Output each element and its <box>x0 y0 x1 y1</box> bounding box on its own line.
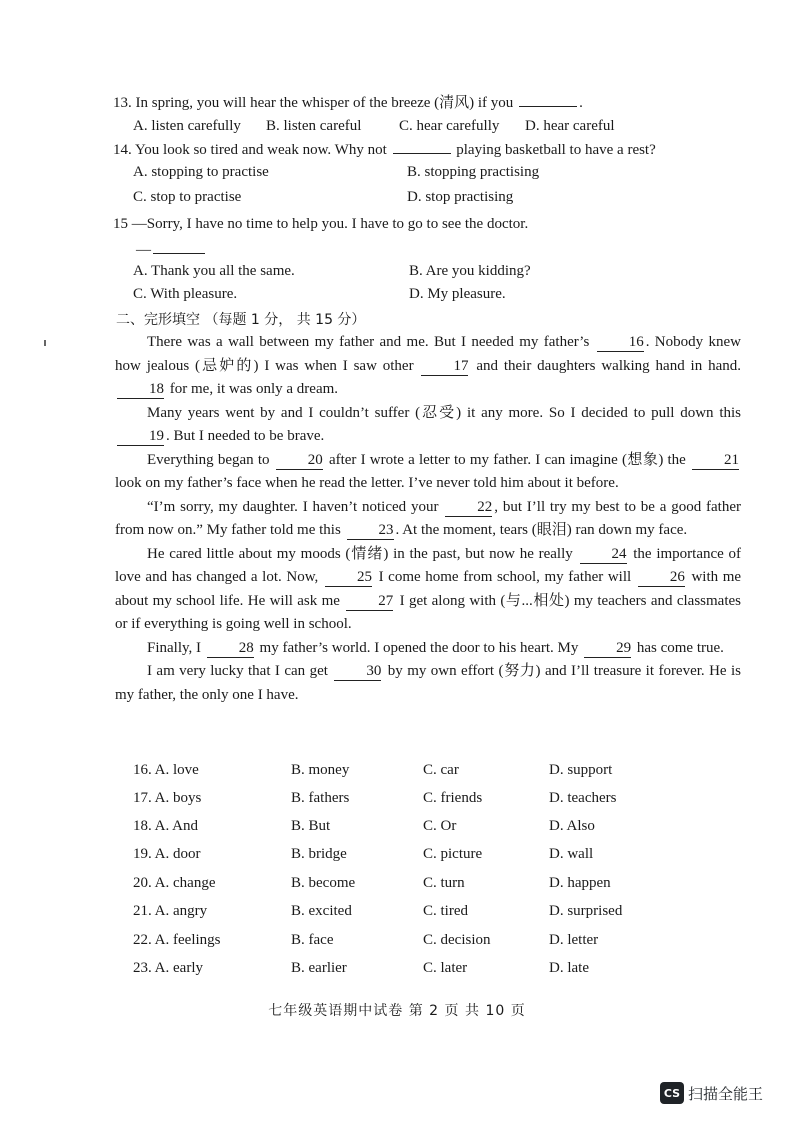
blank-22: 22 <box>445 498 492 517</box>
blank-25: 25 <box>325 568 372 587</box>
choice-row-17 <box>133 790 693 812</box>
passage-paragraph: There was a wall between my father and me. But I needed my father’s 16 . Nobody knew how jealous (忌妒的) I was when I saw other 17 and their daughters walking hand in hand. 18 for me, it was only a dream. <box>115 334 742 397</box>
blank-18: 18 <box>117 380 164 399</box>
choice-b: B. excited <box>291 903 352 919</box>
passage-paragraph: Finally, I 28 my father’s world. I opened the door to his heart. My 29 has come true. <box>147 639 724 656</box>
blank-19: 19 <box>117 427 164 446</box>
choice-d: D. late <box>549 960 589 976</box>
option-d: D. hear careful <box>525 118 615 134</box>
question-15-options-row2 <box>133 286 693 308</box>
choice-row-19 <box>133 846 693 868</box>
blank-17: 17 <box>421 357 468 376</box>
choice-b: B. earlier <box>291 960 347 976</box>
choice-row-20 <box>133 875 693 897</box>
choice-d: D. Also <box>549 818 595 834</box>
choice-c: C. car <box>423 762 459 778</box>
choice-b: B. fathers <box>291 790 350 806</box>
choice-d: D. teachers <box>549 790 617 806</box>
blank-30: 30 <box>334 662 381 681</box>
passage-paragraph: “I’m sorry, my daughter. I haven’t noticed your 22 , but I’ll try my best to be a good father from now on.” My father told me this 23 . At the moment, tears (眼泪) ran down my face. <box>115 498 742 538</box>
option-a: A. listen carefully <box>133 118 241 134</box>
answer-blank <box>519 106 577 107</box>
camscanner-icon: CS <box>660 1082 684 1104</box>
page-footer: 七年级英语期中试卷 第 2 页 共 10 页 <box>268 1003 526 1019</box>
blank-23: 23 <box>347 521 394 540</box>
choice-a: 23. A. early <box>133 960 203 976</box>
choice-c: C. later <box>423 960 468 976</box>
choice-row-21 <box>133 903 693 925</box>
choice-c: C. tired <box>423 903 468 919</box>
option-b: B. listen careful <box>266 118 362 134</box>
passage-paragraph: Everything began to 20 after I wrote a letter to my father. I can imagine (想象) the 21 look on my father’s face when he read the letter. I’ve never told him about it before. <box>115 451 740 491</box>
question-15-stem: 15 —Sorry, I have no time to help you. I have to go to see the doctor. <box>113 216 529 232</box>
choice-b: B. bridge <box>291 846 347 862</box>
choice-row-22 <box>133 932 693 954</box>
choice-d: D. support <box>549 762 613 778</box>
choice-d: D. happen <box>549 875 611 891</box>
blank-29: 29 <box>584 639 631 658</box>
choice-c: C. picture <box>423 846 483 862</box>
option-b: B. stopping practising <box>407 164 540 180</box>
choice-a: 16. A. love <box>133 762 199 778</box>
question-15-response: — <box>136 240 207 260</box>
choice-a: 21. A. angry <box>133 903 208 919</box>
question-14-stem: 14. You look so tired and weak now. Why not playing basketball to have a rest? <box>113 142 656 158</box>
choice-a: 20. A. change <box>133 875 216 891</box>
option-c: C. stop to practise <box>133 189 242 205</box>
option-a: A. stopping to practise <box>133 164 269 180</box>
choice-c: C. Or <box>423 818 457 834</box>
question-13-options <box>133 118 693 140</box>
passage-paragraph: He cared little about my moods (情绪) in the past, but now he really 24 the importance of love and has changed a lot. Now, 25 I come home from school, my father will 26 with me about my school life. He will ask me 27 I get along with (与...相处) my teachers and classmates or if everything is going well in school. <box>115 545 742 632</box>
answer-blank <box>153 253 205 254</box>
blank-16: 16 <box>597 333 644 352</box>
choice-d: D. wall <box>549 846 594 862</box>
option-c: C. With pleasure. <box>133 286 238 302</box>
choice-c: C. turn <box>423 875 465 891</box>
choice-row-16 <box>133 762 693 784</box>
question-13-stem: 13. In spring, you will hear the whisper of the breeze (清风) if you . <box>113 95 583 111</box>
choice-a: 17. A. boys <box>133 790 202 806</box>
choice-c: C. decision <box>423 932 491 948</box>
choice-d: D. surprised <box>549 903 623 919</box>
option-c: C. hear carefully <box>399 118 500 134</box>
question-15-options-row1 <box>133 263 693 285</box>
camscanner-badge <box>660 1082 763 1104</box>
blank-28: 28 <box>207 639 254 658</box>
choice-c: C. friends <box>423 790 483 806</box>
option-d: D. stop practising <box>407 189 514 205</box>
blank-27: 27 <box>346 592 393 611</box>
blank-20: 20 <box>276 451 323 470</box>
passage-paragraph: I am very lucky that I can get 30 by my own effort (努力) and I’ll treasure it forever. He is my father, the only one I have. <box>115 663 742 703</box>
choice-a: 18. A. And <box>133 818 199 834</box>
choice-b: B. But <box>291 818 331 834</box>
blank-26: 26 <box>638 568 685 587</box>
blank-21: 21 <box>692 451 739 470</box>
choice-a: 22. A. feelings <box>133 932 221 948</box>
cloze-passage <box>115 331 741 707</box>
choice-row-23 <box>133 960 693 982</box>
question-14-options-row1 <box>133 164 693 186</box>
camscanner-label: 扫描全能王 <box>688 1084 764 1103</box>
choice-b: B. become <box>291 875 356 891</box>
option-b: B. Are you kidding? <box>409 263 531 279</box>
choice-b: B. face <box>291 932 334 948</box>
answer-blank <box>393 153 451 154</box>
choice-d: D. letter <box>549 932 599 948</box>
passage-paragraph: Many years went by and I couldn’t suffer (忍受) it any more. So I decided to pull down this 19 . But I needed to be brave. <box>115 402 741 449</box>
option-a: A. Thank you all the same. <box>133 263 295 279</box>
choice-b: B. money <box>291 762 350 778</box>
scan-edge-mark <box>44 340 46 346</box>
question-14-options-row2 <box>133 189 693 211</box>
choice-a: 19. A. door <box>133 846 201 862</box>
blank-24: 24 <box>580 545 627 564</box>
section-2-title: 二、完形填空 （每题 1 分， 共 15 分） <box>116 312 366 328</box>
option-d: D. My pleasure. <box>409 286 506 302</box>
choice-row-18 <box>133 818 693 840</box>
